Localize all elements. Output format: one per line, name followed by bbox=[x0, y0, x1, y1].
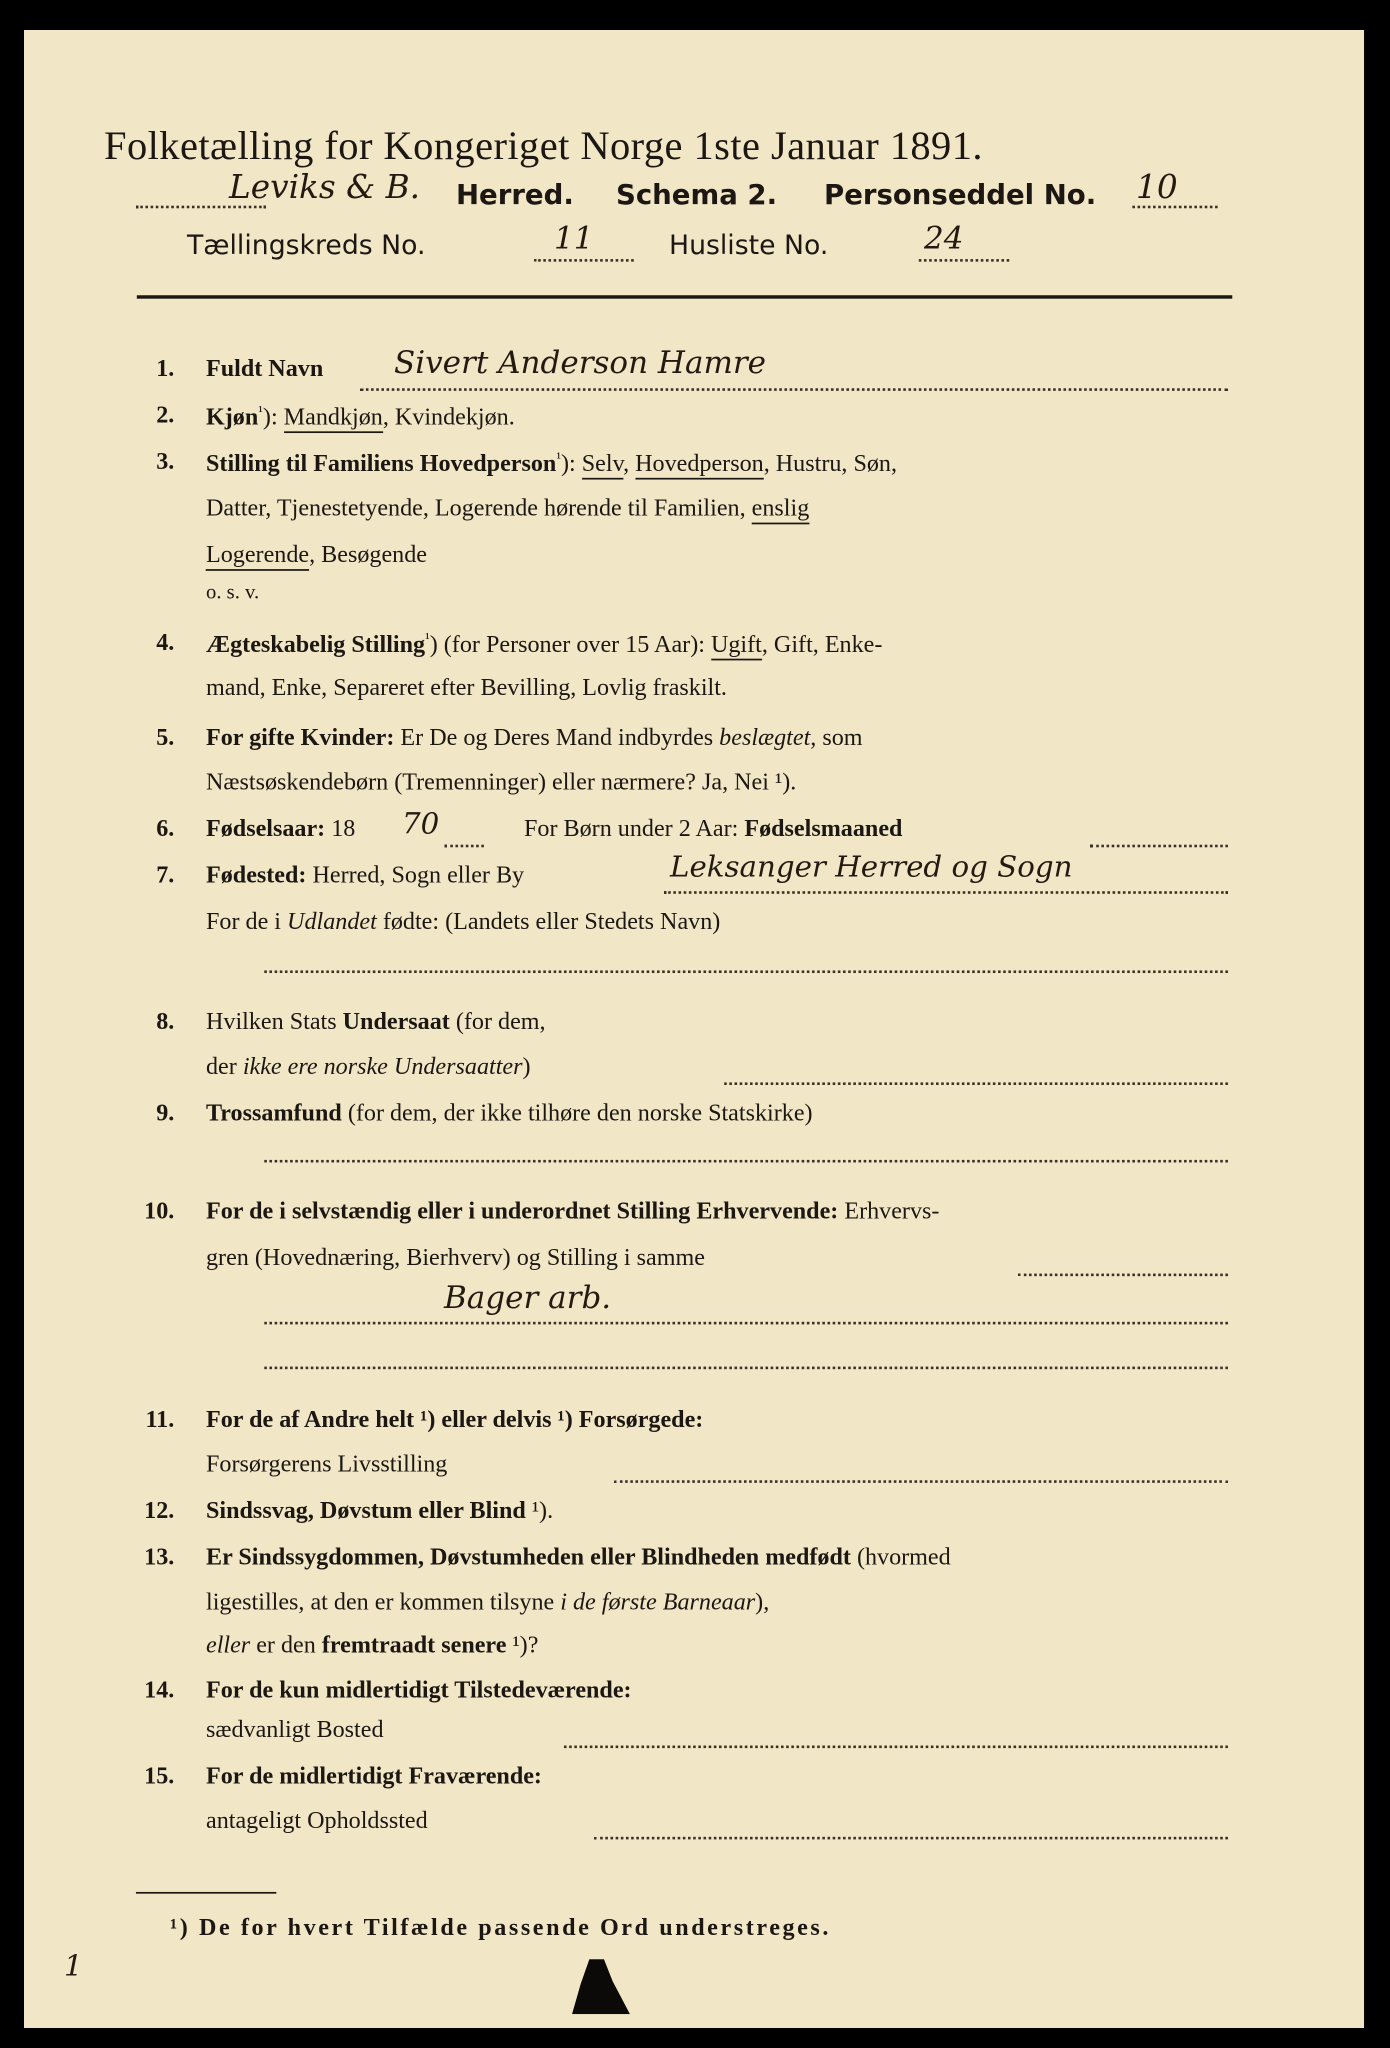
personseddel-number: 10 bbox=[1135, 167, 1178, 206]
husliste-label: Husliste No. bbox=[668, 229, 829, 261]
text: (hvormed bbox=[850, 1544, 951, 1571]
item-number: 9. bbox=[156, 1099, 175, 1127]
text: For Børn under 2 Aar: bbox=[523, 815, 745, 843]
item-number: 7. bbox=[156, 861, 175, 889]
item-6-line bbox=[206, 815, 355, 843]
item-3-line-3 bbox=[206, 542, 427, 570]
text: fødte: (Landets eller Stedets Navn) bbox=[376, 908, 721, 936]
text: For de i bbox=[205, 908, 288, 936]
item-number: 10. bbox=[144, 1197, 175, 1225]
item-label: Fuldt Navn bbox=[205, 355, 324, 383]
bosted-dots bbox=[564, 1746, 1228, 1749]
text: ligestilles, at den er kommen tilsyne bbox=[205, 1588, 561, 1616]
item-6-line-b bbox=[524, 815, 902, 843]
birthplace-dots bbox=[664, 891, 1228, 894]
text: ): bbox=[561, 450, 582, 478]
item-10-line-2: gren (Hovednæring, Bierhverv) og Stilling i samme bbox=[205, 1244, 705, 1271]
item-14-line-1 bbox=[206, 1677, 632, 1705]
subject-dots bbox=[724, 1082, 1228, 1085]
item-number: 1. bbox=[156, 355, 175, 383]
text: , Besøgende bbox=[309, 541, 427, 569]
item-label: fremtraadt senere bbox=[321, 1631, 507, 1659]
text: ¹)? bbox=[506, 1631, 539, 1659]
text: For de i selvstændig eller i underordnet Stilling bbox=[205, 1197, 697, 1225]
item-label: For de kun midlertidigt Tilstedeværende: bbox=[205, 1676, 632, 1704]
item-label: Fødselsmaaned bbox=[744, 815, 903, 843]
text: , Gift, Enke- bbox=[761, 631, 883, 659]
item-number: 13. bbox=[144, 1544, 175, 1571]
item-number: 4. bbox=[156, 629, 175, 657]
text: ), bbox=[755, 1588, 770, 1616]
birthplace-answer: Leksanger Herred og Sogn bbox=[669, 849, 1073, 885]
text: , Hustru, Søn, bbox=[763, 450, 898, 478]
text: Datter, Tjenestetyende, Logerende hørende til Familien, bbox=[205, 495, 752, 522]
option-logerende-underlined: Logerende bbox=[206, 542, 309, 571]
footnote-rule bbox=[136, 1892, 276, 1894]
item-label: Sindssvag, Døvstum eller Blind bbox=[205, 1497, 526, 1525]
item-label: For de midlertidigt Fraværende: bbox=[205, 1762, 542, 1790]
birth-year-answer: 70 bbox=[401, 806, 440, 842]
item-8-line-2 bbox=[206, 1053, 531, 1081]
text: 18 bbox=[325, 815, 356, 843]
census-form-page bbox=[24, 30, 1364, 2028]
item-number: 6. bbox=[156, 815, 175, 843]
footnote-text: ¹) De for hvert Tilfælde passende Ord understreges. bbox=[169, 1914, 831, 1942]
text: Erhvervs- bbox=[838, 1197, 940, 1225]
item-label: Stilling til Familiens Hovedperson bbox=[205, 450, 557, 478]
schema-label: Schema 2. bbox=[615, 178, 778, 211]
text: som bbox=[816, 724, 863, 751]
item-number: 12. bbox=[144, 1497, 175, 1525]
item-1-line bbox=[206, 356, 323, 384]
item-label: For gifte Kvinder: bbox=[205, 724, 395, 751]
text: ) (for Personer over 15 Aar): bbox=[429, 631, 711, 659]
item-5-line-1 bbox=[206, 724, 863, 752]
item-label: Forsørgede: bbox=[578, 1406, 704, 1433]
text: eller bbox=[205, 1631, 251, 1659]
item-label: Kjøn bbox=[205, 404, 259, 431]
item-8-line-1 bbox=[206, 1008, 546, 1036]
option-ugift-underlined: Ugift bbox=[711, 631, 762, 660]
item-number: 8. bbox=[156, 1008, 175, 1036]
kreds-label: Tællingskreds No. bbox=[186, 229, 426, 261]
option-selv-underlined: Selv bbox=[582, 451, 623, 480]
herred-handwritten: Leviks & B. bbox=[228, 167, 421, 206]
text: i de første Barneaar bbox=[560, 1588, 756, 1616]
opholdssted-dots bbox=[594, 1837, 1228, 1840]
text: ): bbox=[262, 404, 284, 431]
occupation-answer: Bager arb. bbox=[443, 1280, 612, 1316]
item-number: 2. bbox=[156, 402, 175, 429]
husliste-number: 24 bbox=[923, 221, 964, 257]
header-rule bbox=[137, 295, 1232, 298]
text: der bbox=[205, 1053, 243, 1080]
text: (for dem, bbox=[449, 1008, 546, 1036]
text: Udlandet bbox=[287, 908, 377, 936]
item-label: medfødt bbox=[765, 1544, 851, 1571]
text: Herred, Sogn eller By bbox=[306, 861, 525, 889]
item-number: 15. bbox=[144, 1762, 175, 1790]
text: ikke ere norske Undersaatter bbox=[242, 1053, 523, 1080]
text: beslægtet, bbox=[719, 724, 817, 751]
item-15-line-2: antageligt Opholdssted bbox=[205, 1807, 428, 1835]
item-number: 11. bbox=[145, 1406, 175, 1433]
item-label: Undersaat bbox=[342, 1008, 450, 1036]
item-15-line-1 bbox=[206, 1763, 542, 1791]
item-7-line-1 bbox=[206, 862, 524, 890]
item-13-line-2 bbox=[206, 1589, 769, 1617]
corner-mark: 1 bbox=[63, 1948, 83, 1984]
item-3-line-1: Stilling til Familiens Hovedperson$^{^1}$): Selv, Hovedperson, Hustru, Søn, bbox=[206, 449, 897, 479]
footnote-ref: ¹ bbox=[556, 448, 562, 466]
kreds-dots bbox=[534, 259, 634, 262]
text: ) bbox=[522, 1053, 531, 1080]
herred-dots bbox=[136, 206, 266, 209]
text: Er De og Deres Mand indbyrdes bbox=[394, 724, 720, 751]
text: Er Sindssygdommen, Døvstumheden eller Blindheden bbox=[205, 1544, 766, 1571]
name-dots bbox=[360, 388, 1228, 391]
name-answer: Sivert Anderson Hamre bbox=[393, 345, 767, 381]
abroad-dots bbox=[264, 970, 1228, 973]
item-3-line-4: o. s. v. bbox=[205, 581, 260, 604]
item-4-line-1 bbox=[206, 629, 882, 659]
religion-dots bbox=[264, 1160, 1228, 1163]
item-label: Ægteskabelig Stilling bbox=[205, 631, 426, 659]
husliste-dots bbox=[919, 259, 1009, 262]
option-hovedperson-underlined: Hovedperson bbox=[635, 451, 764, 480]
herred-label: Herred. bbox=[455, 178, 574, 211]
option-enslig-underlined: enslig bbox=[752, 495, 810, 524]
text: ¹). bbox=[525, 1497, 554, 1525]
text: , Kvindekjøn. bbox=[382, 404, 515, 431]
ink-blot bbox=[572, 1959, 630, 2014]
text: For de af Andre helt ¹) eller delvis ¹) bbox=[205, 1406, 579, 1433]
item-number: 3. bbox=[156, 448, 175, 476]
item-number: 5. bbox=[156, 724, 175, 751]
item-13-line-3 bbox=[206, 1632, 538, 1660]
option-mandkjon-underlined: Mandkjøn bbox=[284, 404, 383, 433]
footnote-ref: ¹ bbox=[425, 629, 430, 647]
item-12-line bbox=[206, 1497, 553, 1525]
supporter-dots bbox=[614, 1480, 1228, 1483]
item-2-line bbox=[206, 402, 515, 432]
year-dots bbox=[444, 845, 484, 848]
item-label: Trossamfund bbox=[205, 1099, 342, 1127]
item-14-line-2: sædvanligt Bosted bbox=[205, 1716, 384, 1743]
text: (for dem, der ikke tilhøre den norske Statskirke) bbox=[341, 1099, 813, 1127]
occupation-dots-3 bbox=[264, 1367, 1228, 1370]
occupation-dots-2 bbox=[264, 1322, 1228, 1325]
form-title: Folketælling for Kongeriget Norge 1ste Januar 1891. bbox=[103, 123, 983, 169]
text: er den bbox=[250, 1631, 322, 1659]
occupation-dots-1 bbox=[1018, 1274, 1228, 1277]
item-number: 14. bbox=[144, 1676, 175, 1704]
item-label: Fødested: bbox=[205, 861, 307, 889]
item-7-line-2 bbox=[206, 908, 720, 936]
item-11-line-2: Forsørgerens Livsstilling bbox=[205, 1450, 448, 1478]
text: Hvilken Stats bbox=[205, 1008, 343, 1036]
item-4-line-2: mand, Enke, Separeret efter Bevilling, Lovlig fraskilt. bbox=[205, 674, 727, 701]
personseddel-dots bbox=[1132, 206, 1218, 209]
personseddel-label: Personseddel No. bbox=[823, 178, 1097, 211]
item-label: Erhvervende: bbox=[696, 1197, 839, 1225]
item-9-line bbox=[206, 1100, 813, 1128]
item-3-line-2 bbox=[206, 495, 809, 523]
kreds-number: 11 bbox=[553, 221, 594, 257]
footnote-ref: ¹ bbox=[258, 402, 263, 420]
item-10-line-1 bbox=[206, 1198, 939, 1226]
item-13-line-1 bbox=[206, 1544, 951, 1572]
item-11-line-1 bbox=[206, 1406, 703, 1434]
item-5-line-2: Næstsøskendebørn (Tremenninger) eller nærmere? Ja, Nei ¹). bbox=[205, 768, 797, 796]
month-dots bbox=[1090, 845, 1228, 848]
item-label: Fødselsaar: bbox=[205, 815, 326, 843]
